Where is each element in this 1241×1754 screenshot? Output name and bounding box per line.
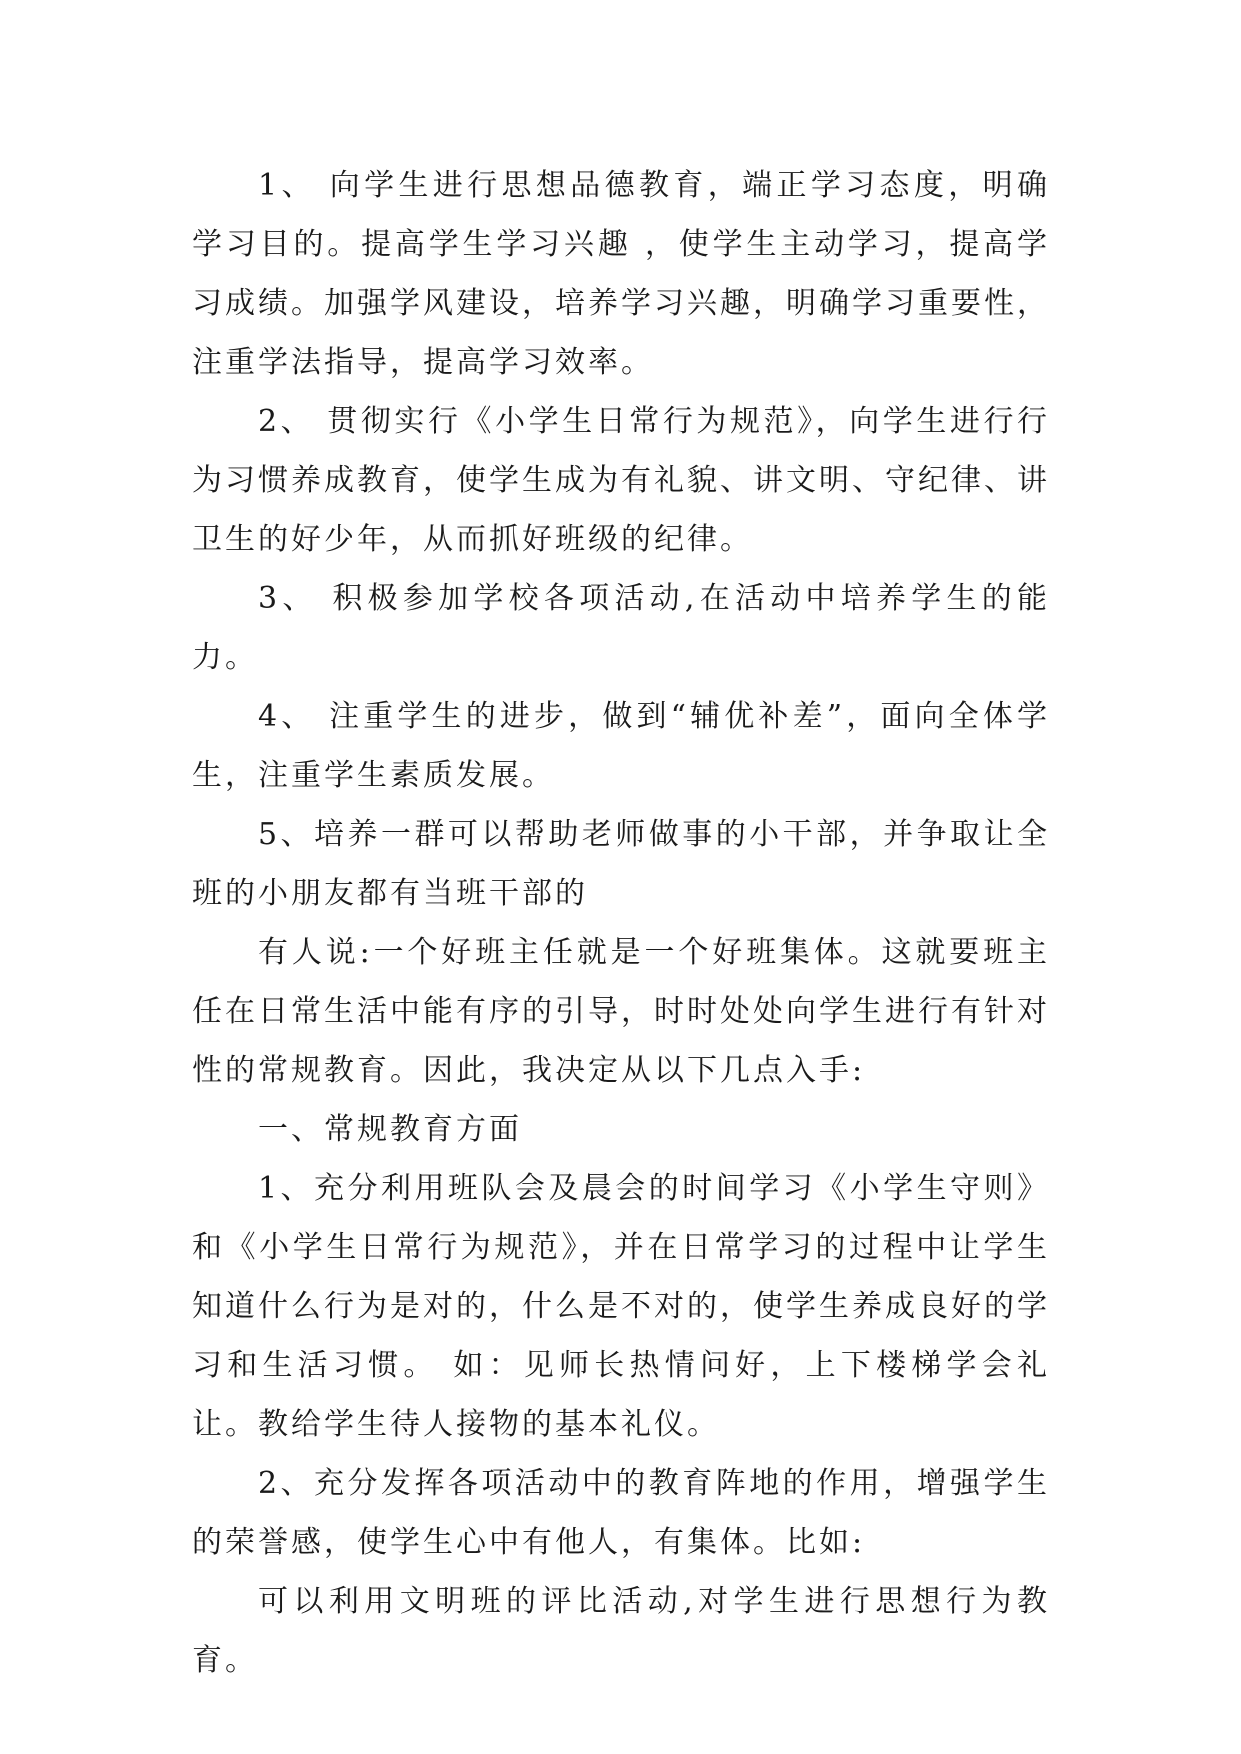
document-body [192,156,1050,1690]
section-heading: 一、常规教育方面 [258,1112,522,1147]
paragraph-6: 有人说:一个好班主任就是一个好班集体。这就要班主任在日常生活中能有序的引导，时时处处向学生进行有针对性的常规教育。因此，我决定从以下几点入手: [192,935,1050,1088]
paragraph-5: 5、培养一群可以帮助老师做事的小干部，并争取让全班的小朋友都有当班干部的 [192,817,1050,911]
paragraph-8: 1、充分利用班队会及晨会的时间学习《小学生守则》和《小学生日常行为规范》，并在日常学习的过程中让学生知道什么行为是对的，什么是不对的，使学生养成良好的学习和生活习惯。 如：见师长热情问好，上下楼梯学会礼让。教给学生待人接物的基本礼仪。 [192,1171,1050,1442]
paragraph-4: 4、 注重学生的进步，做到“辅优补差”，面向全体学生，注重学生素质发展。 [192,699,1050,793]
paragraph-2: 2、 贯彻实行《小学生日常行为规范》，向学生进行行为习惯养成教育，使学生成为有礼貌、讲文明、守纪律、讲卫生的好少年，从而抓好班级的纪律。 [192,404,1050,557]
paragraph-9: 2、充分发挥各项活动中的教育阵地的作用，增强学生的荣誉感，使学生心中有他人，有集体。比如: [192,1466,1050,1560]
paragraph-3: 3、 积极参加学校各项活动,在活动中培养学生的能力。 [192,581,1050,675]
paragraph-10: 可以利用文明班的评比活动,对学生进行思想行为教育。 [192,1584,1050,1678]
paragraph-1: 1、 向学生进行思想品德教育，端正学习态度，明确学习目的。提高学生学习兴趣 ，使学生主动学习，提高学习成绩。加强学风建设，培养学习兴趣，明确学习重要性，注重学法指导，提高学习效率。 [192,168,1050,380]
